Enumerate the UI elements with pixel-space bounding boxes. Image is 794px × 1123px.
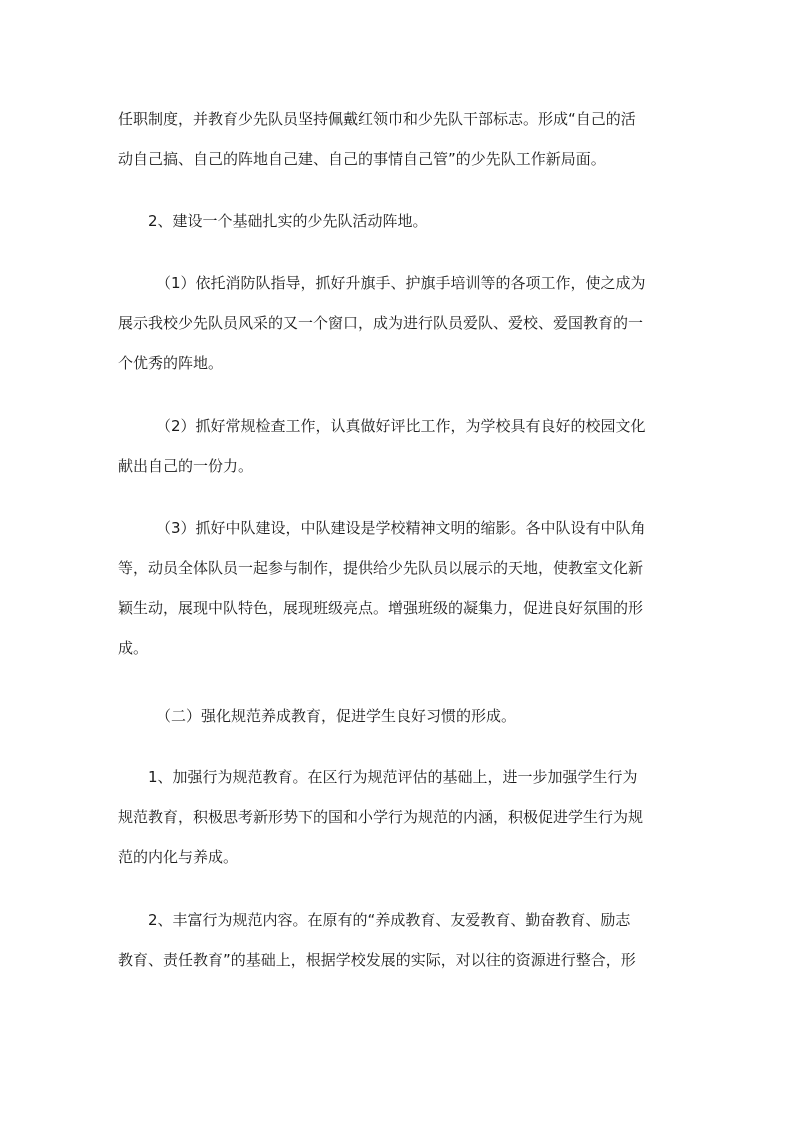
text-line: 1、加强行为规范教育。在区行为规范评估的基础上，进一步加强学生行为 [148,768,638,786]
paragraph-behavior-content [118,900,678,980]
text-line: 献出自己的一份力。 [118,457,254,475]
paragraph-item-3 [118,508,678,668]
paragraph-behavior-education [118,757,678,877]
text-line: 颖生动，展现中队特色，展现班级亮点。增强班级的凝集力，促进良好氛围的形 [118,599,644,617]
text-line: （1）依托消防队指导，抓好升旗手、护旗手培训等的各项工作，使之成为 [156,274,646,292]
paragraph-duty-system [118,99,678,179]
paragraph-item-1 [118,263,678,383]
text-line: 动自己搞、自己的阵地自己建、自己的事情自己管”的少先队工作新局面。 [118,150,606,168]
text-line: 规范教育，积极思考新形势下的国和小学行为规范的内涵，积极促进学生行为规 [118,808,644,826]
section-heading: 2、建设一个基础扎实的少先队活动阵地。 [148,212,428,230]
paragraph-heading-activity-base [118,201,678,241]
text-line: 个优秀的阵地。 [118,354,224,372]
text-line: （2）抓好常规检查工作，认真做好评比工作，为学校具有良好的校园文化 [156,417,646,435]
text-line: 教育、责任教育”的基础上，根据学校发展的实际，对以往的资源进行整合，形 [118,951,636,969]
text-line: 范的内化与养成。 [118,848,239,866]
text-line: 展示我校少先队员风采的又一个窗口，成为进行队员爱队、爱校、爱国教育的一 [118,314,644,332]
document-page [118,0,678,1123]
text-line: 任职制度，并教育少先队员坚持佩戴红领巾和少先队干部标志。形成“自己的活 [118,110,636,128]
paragraph-section-2-heading [118,696,678,736]
text-line: 2、丰富行为规范内容。在原有的“养成教育、友爱教育、勤奋教育、励志 [148,911,631,929]
text-line: （3）抓好中队建设，中队建设是学校精神文明的缩影。各中队设有中队角 [156,519,646,537]
text-line: 等，动员全体队员一起参与制作，提供给少先队员以展示的天地，使教室文化新 [118,559,644,577]
paragraph-item-2 [118,406,678,486]
section-heading: （二）强化规范养成教育，促进学生良好习惯的形成。 [156,707,517,725]
text-line: 成。 [118,639,149,657]
